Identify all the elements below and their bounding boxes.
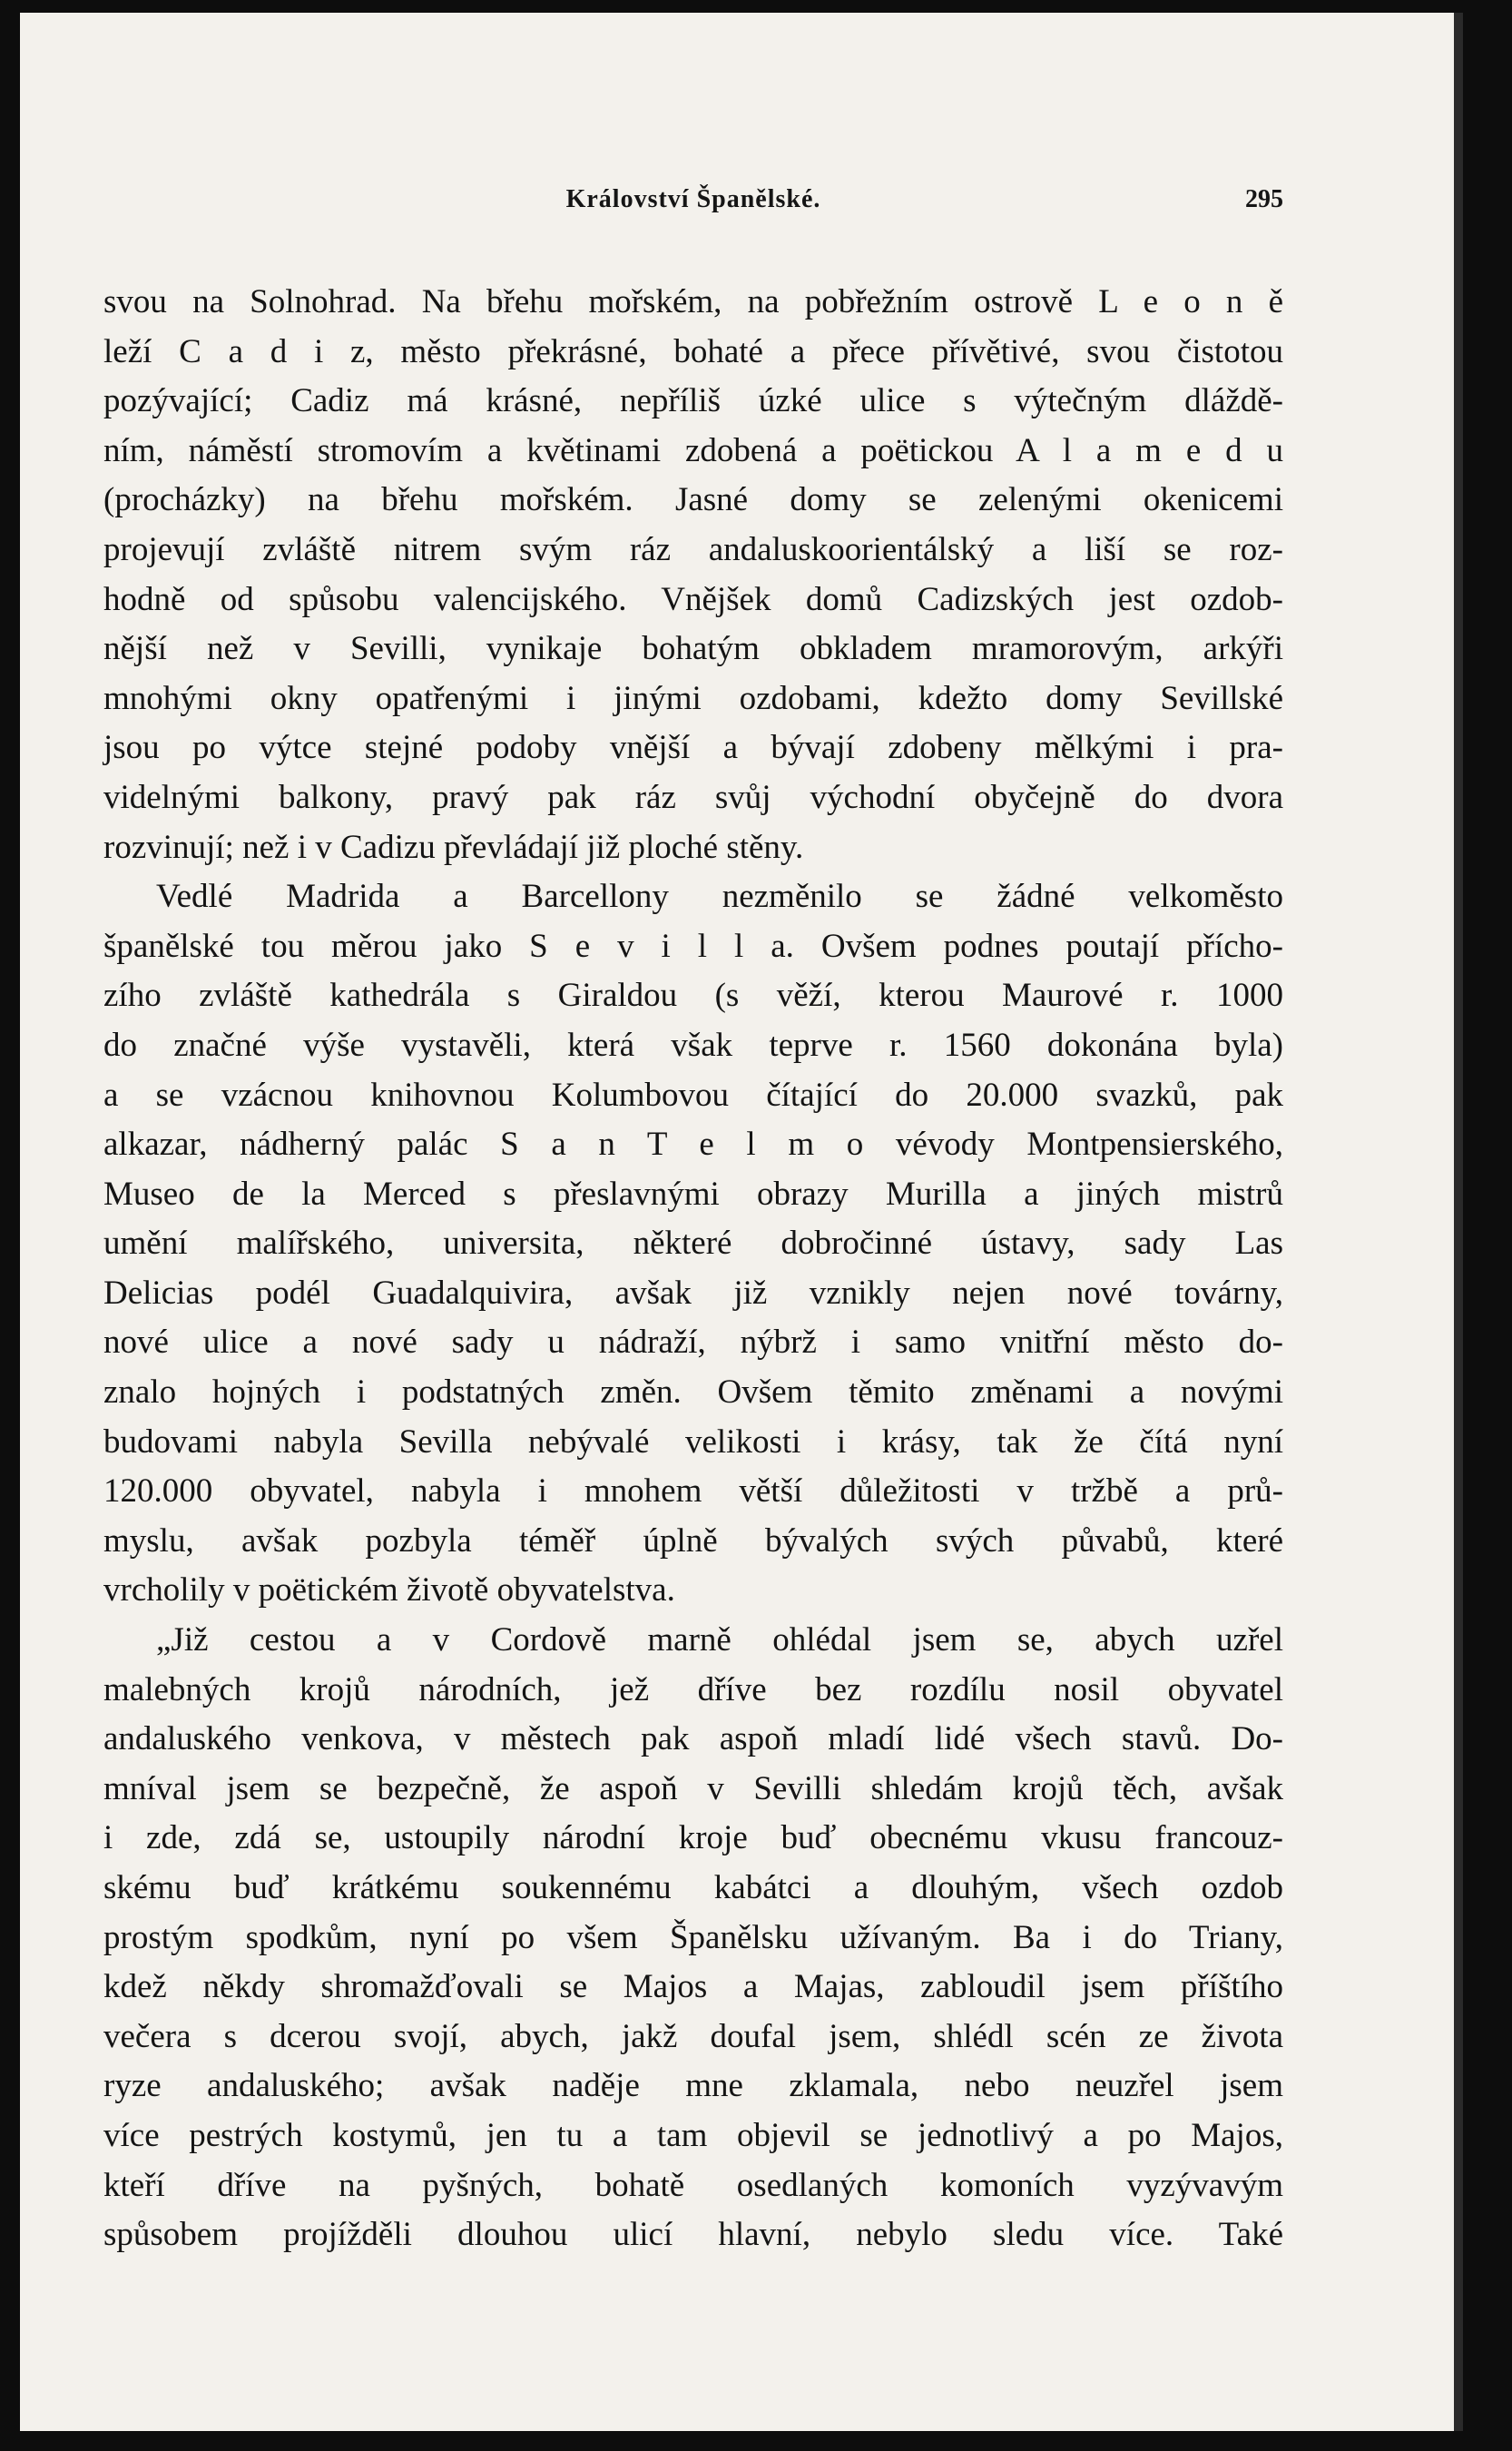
text-line: rozvinují; než i v Cadizu převládají již ploché stěny. xyxy=(103,828,804,866)
text-line: mnohými okny opatřenými i jinými ozdobami, kdežto domy Sevillské xyxy=(103,679,1283,717)
text-line: Delicias podél Guadalquivira, avšak již vznikly nejen nové továrny, xyxy=(103,1274,1283,1312)
text-line: andaluského venkova, v městech pak aspoň mladí lidé všech stavů. Do- xyxy=(103,1720,1283,1758)
text-line: do značné výše vystavěli, která však teprve r. 1560 dokonána byla) xyxy=(103,1026,1283,1064)
text-line: hodně od spůsobu valencijského. Vnějšek domů Cadizských jest ozdob- xyxy=(103,580,1283,618)
text-line: skému buď krátkému soukennému kabátci a dlouhým, všech ozdob xyxy=(103,1869,1283,1906)
text-line: 120.000 obyvatel, nabyla i mnohem větší důležitosti v tržbě a prů- xyxy=(103,1472,1283,1511)
text-line: večera s dcerou svojí, abych, jakž doufal jsem, shlédl scén ze života xyxy=(103,2017,1283,2055)
text-line: malebných krojů národních, jež dříve bez rozdílu nosil obyvatel xyxy=(103,1670,1283,1708)
text-line: umění malířského, universita, některé dobročinné ústavy, sady Las xyxy=(103,1225,1283,1263)
text-line: více pestrých kostymů, jen tu a tam objevil se jednotlivý a po Majos, xyxy=(103,2116,1283,2154)
text-line: videlnými balkony, pravý pak ráz svůj východní obyčejně do dvora xyxy=(103,778,1283,816)
text-line: nové ulice a nové sady u nádraží, nýbrž i samo vnitřní město do- xyxy=(103,1324,1283,1362)
text-line: prostým spodkům, nyní po všem Španělsku užívaným. Ba i do Triany, xyxy=(103,1918,1283,1956)
text-line: Museo de la Merced s přeslavnými obrazy Murilla a jiných mistrů xyxy=(103,1175,1283,1213)
book-page xyxy=(20,13,1463,2431)
text-line: vrcholily v poëtickém životě obyvatelstva. xyxy=(103,1571,675,1609)
text-line: (procházky) na břehu mořském. Jasné domy se zelenými okenicemi xyxy=(103,481,1283,519)
text-line: kdež někdy shromažďovali se Majos a Majas, zabloudil jsem příštího xyxy=(103,1968,1283,2006)
text-line: pozývající; Cadiz má krásné, nepříliš úzké ulice s výtečným dláždě- xyxy=(103,382,1283,420)
text-line: Vedlé Madrida a Barcellony nezměnilo se žádné velkoměsto xyxy=(156,878,1283,916)
text-line: kteří dříve na pyšných, bohatě osedlaných komoních vyzývavým xyxy=(103,2166,1283,2204)
body-text xyxy=(103,278,1283,2260)
text-line: leží C a d i z, město překrásné, bohaté a přece přívětivé, svou čistotou xyxy=(103,332,1283,370)
text-line: svou na Solnohrad. Na břehu mořském, na pobřežním ostrově L e o n ě xyxy=(103,283,1283,320)
text-line: znalo hojných i podstatných změn. Ovšem těmito změnami a novými xyxy=(103,1373,1283,1412)
text-line: ryze andaluského; avšak naděje mne zklamala, nebo neuzřel jsem xyxy=(103,2067,1283,2105)
text-line: jsou po výtce stejné podoby vnější a bývají zdobeny mělkými i pra- xyxy=(103,729,1283,767)
text-line: a se vzácnou knihovnou Kolumbovou čítající do 20.000 svazků, pak xyxy=(103,1076,1283,1114)
text-line: alkazar, nádherný palác S a n T e l m o vévody Montpensierského, xyxy=(103,1126,1283,1164)
text-line: mníval jsem se bezpečně, že aspoň v Sevilli shledám krojů těch, avšak xyxy=(103,1769,1283,1807)
text-line: „Již cestou a v Cordově marně ohlédal jsem se, abych uzřel xyxy=(156,1621,1283,1659)
text-line: ním, náměstí stromovím a květinami zdobená a poëtickou A l a m e d u xyxy=(103,431,1283,469)
text-line: myslu, avšak pozbyla téměř úplně bývalých svých půvabů, které xyxy=(103,1521,1283,1560)
text-line: zího zvláště kathedrála s Giraldou (s věží, kterou Maurové r. 1000 xyxy=(103,977,1283,1015)
text-line: nější než v Sevilli, vynikaje bohatým obkladem mramorovým, arkýři xyxy=(103,630,1283,668)
text-line: i zde, zdá se, ustoupily národní kroje buď obecnému vkusu francouz- xyxy=(103,1819,1283,1857)
page-number: 295 xyxy=(1245,185,1283,213)
text-line: budovami nabyla Sevilla nebývalé velikosti i krásy, tak že čítá nyní xyxy=(103,1422,1283,1461)
page-header xyxy=(103,185,1283,221)
text-line: spůsobem projížděli dlouhou ulicí hlavní, nebylo sledu více. Také xyxy=(103,2216,1283,2254)
text-line: španělské tou měrou jako S e v i l l a. Ovšem podnes poutají přícho- xyxy=(103,927,1283,965)
running-title: Království Španělské. xyxy=(565,185,821,213)
text-line: projevují zvláště nitrem svým ráz andaluskoorientálský a liší se roz- xyxy=(103,530,1283,568)
